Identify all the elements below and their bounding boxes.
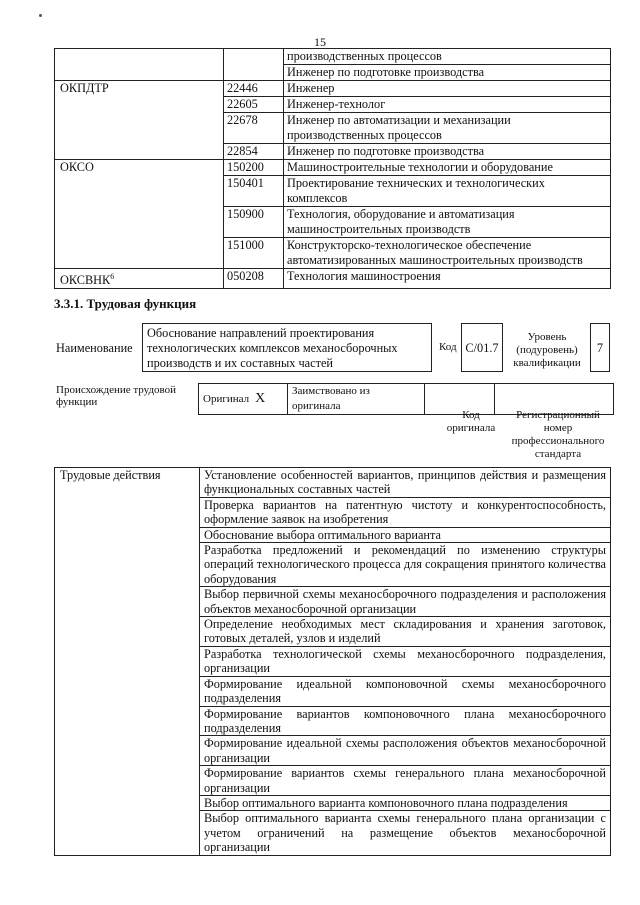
page-number: 15 bbox=[314, 35, 326, 49]
classifier-name: ОКСО bbox=[55, 160, 224, 269]
labor-action-item: Формирование вариантов компоновочного плана механосборочного подразделения bbox=[200, 706, 611, 736]
classifier-name: ОКПДТР bbox=[55, 81, 224, 160]
borrowed-label: Заимствовано из оригинала bbox=[288, 384, 425, 415]
classifier-occupation-name: Технология, оборудование и автоматизация машиностроительных производств bbox=[284, 207, 611, 238]
labor-action-item: Установление особенностей вариантов, принципов действия и размещения функциональных составных частей bbox=[200, 468, 611, 498]
labor-action-item: Обоснование выбора оптимального варианта bbox=[200, 527, 611, 542]
classifier-occupation-name: производственных процессов bbox=[284, 49, 611, 65]
classifier-code: 050208 bbox=[224, 269, 284, 289]
labor-action-item: Выбор первичной схемы механосборочного подразделения и расположения объектов механосборочной организации bbox=[200, 587, 611, 617]
classifier-code: 151000 bbox=[224, 238, 284, 269]
original-label: Оригинал bbox=[203, 393, 250, 405]
labor-action-item: Разработка технологической схемы механосборочного подразделения, организации bbox=[200, 646, 611, 676]
classifier-occupation-name: Инженер-технолог bbox=[284, 97, 611, 113]
classifier-code bbox=[224, 49, 284, 81]
classifier-code: 150200 bbox=[224, 160, 284, 176]
reg-number-label: Регистрационный номер профессионального стандарта bbox=[511, 409, 605, 460]
labor-action-item: Формирование идеальной схемы расположения объектов механосборочной организации bbox=[200, 736, 611, 766]
labor-action-item: Выбор оптимального варианта схемы генерального плана организации с учетом ограничений на размещение объектов механосборочной организации bbox=[200, 811, 611, 855]
classifier-name: ОКСВНК$^6$ bbox=[55, 269, 224, 289]
classifier-code: 150401 bbox=[224, 176, 284, 207]
classifier-occupation-name: Инженер по подготовке производства bbox=[284, 65, 611, 81]
labor-action-item: Формирование вариантов схемы генерального плана механосборочной организации bbox=[200, 766, 611, 796]
classifier-occupation-name: Проектирование технических и технологических комплексов bbox=[284, 176, 611, 207]
origin-label: Происхождение трудовой функции bbox=[56, 384, 177, 408]
footnote-ref: 6 bbox=[110, 272, 115, 281]
classifier-occupation-name: Инженер bbox=[284, 81, 611, 97]
classifier-occupation-name: Инженер по подготовке производства bbox=[284, 144, 611, 160]
labor-action-item: Формирование идеальной компоновочной схемы механосборочного подразделения bbox=[200, 676, 611, 706]
code-label: Код bbox=[439, 341, 457, 353]
classifier-name bbox=[55, 49, 224, 81]
qualification-level-value: 7 bbox=[590, 323, 610, 372]
classification-table bbox=[54, 48, 611, 289]
original-cell bbox=[199, 384, 288, 415]
classification-row bbox=[55, 81, 611, 97]
labor-action-row bbox=[55, 468, 611, 498]
labor-actions-label: Трудовые действия bbox=[55, 468, 200, 856]
labor-action-item: Выбор оптимального варианта компоновочного плана подразделения bbox=[200, 795, 611, 810]
classifier-occupation-name: Машиностроительные технологии и оборудование bbox=[284, 160, 611, 176]
classifier-code: 22446 bbox=[224, 81, 284, 97]
classification-row bbox=[55, 269, 611, 289]
name-label: Наименование bbox=[56, 341, 133, 355]
function-code-value: C/01.7 bbox=[461, 323, 503, 372]
scan-dot-mark bbox=[39, 14, 42, 17]
labor-actions-table bbox=[54, 467, 611, 856]
classifier-code: 22854 bbox=[224, 144, 284, 160]
qualification-level-label: Уровень (подуровень) квалификации bbox=[513, 331, 581, 369]
original-mark: X bbox=[255, 391, 266, 406]
function-name-value: Обоснование направлений проектирования технологических комплексов механосборочных производств и их составных частей bbox=[142, 323, 432, 372]
classification-row bbox=[55, 49, 611, 65]
classification-row bbox=[55, 160, 611, 176]
labor-action-item: Разработка предложений и рекомендаций по изменению структуры операций технологического процесса для сокращения принятого количества оборудования bbox=[200, 543, 611, 587]
classifier-code: 150900 bbox=[224, 207, 284, 238]
classifier-occupation-name: Конструкторско-технологическое обеспечение автоматизированных машиностроительных производств bbox=[284, 238, 611, 269]
classifier-code: 22605 bbox=[224, 97, 284, 113]
classifier-occupation-name: Инженер по автоматизации и механизации производственных процессов bbox=[284, 113, 611, 144]
code-original-label: Код оригинала bbox=[446, 409, 496, 434]
classifier-code: 22678 bbox=[224, 113, 284, 144]
labor-action-item: Проверка вариантов на патентную чистоту и конкурентоспособность, оформление заявок на изобретения bbox=[200, 497, 611, 527]
classifier-occupation-name: Технология машиностроения bbox=[284, 269, 611, 289]
labor-action-item: Определение необходимых мест складирования и хранения заготовок, готовых деталей, узлов и изделий bbox=[200, 617, 611, 647]
section-heading: 3.3.1. Трудовая функция bbox=[54, 296, 197, 311]
